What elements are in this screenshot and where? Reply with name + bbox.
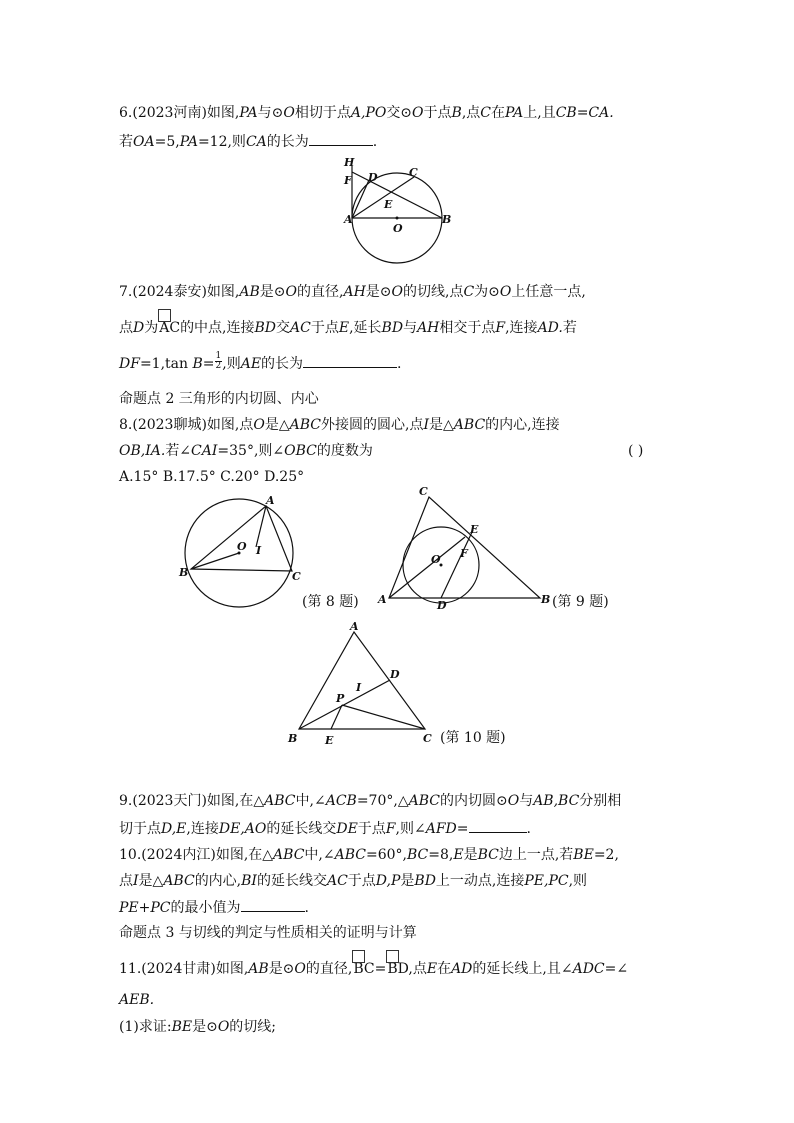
text: =70°,△	[356, 793, 409, 809]
text: =35°,则∠	[217, 443, 285, 459]
text: =	[456, 821, 469, 837]
text: =1,tan	[139, 356, 189, 372]
text: F	[385, 821, 396, 837]
text: 的内心,连接	[485, 417, 560, 433]
text: D,P	[375, 873, 401, 889]
label-d: D	[390, 668, 400, 681]
text: O	[507, 793, 520, 809]
text: O	[294, 961, 306, 977]
text: E	[453, 847, 464, 863]
text: .	[397, 356, 402, 372]
figure-caption: (第 8 题)	[302, 594, 359, 610]
text: 11.(2024甘肃)如图,	[119, 961, 249, 977]
text: BD	[381, 320, 404, 336]
q8-line-1	[119, 415, 560, 435]
figure-q7	[335, 152, 465, 262]
text: B	[451, 105, 462, 121]
text: 外接圆的圆心,点	[321, 417, 424, 433]
label-i: I	[356, 681, 362, 694]
text: 的延长线上,且∠	[472, 961, 573, 977]
label-f: F	[344, 174, 352, 187]
text: 上一动点,连接	[435, 873, 525, 889]
text: AD.	[537, 320, 563, 336]
text: AC	[290, 320, 311, 336]
text: 的长为	[261, 356, 304, 372]
text: AFD	[425, 821, 457, 837]
text: 的内心,	[194, 873, 242, 889]
text: DE	[336, 821, 358, 837]
text: ,点	[461, 105, 481, 121]
text: I	[133, 873, 139, 889]
text: ,连接	[186, 821, 219, 837]
label-h: H	[344, 156, 355, 169]
text: 10.(2024内江)如图,在△	[119, 847, 274, 863]
arc-symbol-icon	[158, 309, 171, 322]
figure-q10	[285, 618, 506, 748]
text: ABC	[264, 793, 296, 809]
label-e: E	[325, 734, 334, 747]
q6-line-1	[119, 103, 614, 123]
text: 在	[437, 961, 452, 977]
text: AD	[451, 961, 473, 977]
text: 的度数为	[316, 443, 373, 459]
q8-line-2	[119, 441, 373, 461]
label-e: E	[470, 523, 479, 536]
text: ,点	[408, 961, 427, 977]
figure-caption: (第 10 题)	[440, 730, 506, 746]
text: ABC	[273, 847, 305, 863]
text: BD	[387, 961, 409, 977]
text: 的切线;	[229, 1019, 277, 1035]
text: AH	[343, 284, 366, 300]
q7-line-3	[119, 350, 402, 374]
label-b: B	[442, 213, 452, 226]
text: O	[283, 105, 295, 121]
text: ,连接	[505, 320, 538, 336]
denominator: 2	[215, 360, 222, 371]
arc-symbol-icon	[352, 950, 365, 963]
text: 8.(2023聊城)如图,点	[119, 417, 254, 433]
text: BC	[406, 847, 429, 863]
text: 中,∠	[295, 793, 326, 809]
label-b: B	[288, 732, 298, 745]
text: 7.(2024泰安)如图,	[119, 284, 240, 300]
label-c: C	[423, 732, 432, 745]
text: AC	[326, 873, 348, 889]
text: BE	[171, 1019, 193, 1035]
text: F	[495, 320, 506, 336]
text: 是	[400, 873, 415, 889]
text: DF	[119, 356, 140, 372]
text: =12,则	[197, 134, 246, 150]
text: O	[285, 284, 297, 300]
text: 是⊙	[259, 284, 286, 300]
label-p: P	[336, 692, 345, 705]
text: 与	[403, 320, 418, 336]
label-o: O	[431, 553, 441, 566]
text: AC	[159, 320, 181, 336]
text: BI	[241, 873, 257, 889]
text: 的延长线交	[266, 821, 337, 837]
text: 的直径,	[297, 284, 344, 300]
label-a: A	[344, 213, 353, 226]
text: 是⊙	[192, 1019, 218, 1035]
text: 是⊙	[365, 284, 392, 300]
text: I	[423, 417, 429, 433]
q6-line-2	[119, 131, 377, 152]
text: PA	[505, 105, 524, 121]
q10-line-1	[119, 845, 619, 865]
text: ADC	[572, 961, 605, 977]
q11-line-2	[119, 990, 154, 1010]
text: AB	[239, 284, 260, 300]
text: 的中点,连接	[180, 320, 255, 336]
text: BE	[573, 847, 594, 863]
text: O	[412, 105, 424, 121]
text: 为⊙	[474, 284, 500, 300]
q9-line-1	[119, 791, 621, 811]
text: 的延长线交	[256, 873, 327, 889]
figure-q8	[170, 492, 359, 612]
text: =60°,	[365, 847, 407, 863]
text: B	[192, 356, 203, 372]
text: =8,	[428, 847, 454, 863]
text: 边上一点,若	[498, 847, 574, 863]
text: AB	[248, 961, 269, 977]
text: 的切线,点	[403, 284, 464, 300]
answer-blank[interactable]	[303, 353, 397, 368]
answer-blank[interactable]	[309, 131, 373, 146]
q7-line-2	[119, 318, 577, 338]
label-e: E	[384, 198, 393, 211]
text: 中,∠	[304, 847, 335, 863]
text: OBC	[284, 443, 317, 459]
text: AEB.	[119, 992, 155, 1008]
text: (1)求证:	[119, 1019, 172, 1035]
text: CA	[245, 134, 267, 150]
fraction	[215, 352, 223, 371]
answer-blank[interactable]	[469, 818, 527, 833]
text: =	[374, 961, 387, 977]
text: AH	[417, 320, 440, 336]
text: 与	[519, 793, 534, 809]
text: PA	[179, 134, 198, 150]
q9-line-2	[119, 818, 531, 839]
label-c: C	[419, 485, 428, 498]
text: CB=CA.	[555, 105, 614, 121]
text: PE,PC	[524, 873, 569, 889]
text: 交	[276, 320, 291, 336]
text: E	[426, 961, 438, 977]
text: O	[217, 1019, 230, 1035]
figure-caption: (第 9 题)	[552, 594, 609, 610]
text: 相交于点	[439, 320, 496, 336]
text: 若∠	[165, 443, 192, 459]
text: =∠	[604, 961, 629, 977]
text: 若	[119, 134, 133, 150]
text: ABC	[408, 793, 440, 809]
text: E	[338, 320, 350, 336]
label-a: A	[266, 494, 275, 507]
text: OB,IA.	[119, 443, 166, 459]
text: ,则	[222, 356, 241, 372]
text: 的最小值为	[170, 900, 241, 916]
answer-paren[interactable]: ( )	[628, 443, 644, 459]
text: O	[499, 284, 512, 300]
text: .	[526, 821, 531, 837]
text: 是⊙	[268, 961, 295, 977]
text: C	[463, 284, 475, 300]
answer-blank[interactable]	[241, 897, 305, 912]
text: BC	[353, 961, 375, 977]
label-a: A	[378, 593, 387, 606]
numerator: 1	[215, 350, 222, 361]
text: 分别相	[579, 793, 622, 809]
label-b: B	[179, 566, 189, 579]
text: 点	[119, 873, 133, 889]
text: CAI	[191, 443, 218, 459]
text: C	[480, 105, 491, 121]
text: 相切于点	[294, 105, 351, 121]
q10-line-2	[119, 871, 587, 891]
text: PA	[239, 105, 258, 121]
arc-symbol-icon	[386, 950, 399, 963]
text: AE	[240, 356, 262, 372]
text: 是△	[429, 417, 454, 433]
text: D	[133, 320, 145, 336]
text: AB,BC	[533, 793, 580, 809]
text: D,E	[161, 821, 187, 837]
text: ABC	[289, 417, 322, 433]
label-i: I	[256, 544, 262, 557]
q11-line-1	[119, 959, 628, 979]
text: 点	[119, 320, 133, 336]
label-d: D	[437, 599, 447, 612]
figure-q9	[372, 485, 609, 613]
text: 交⊙	[386, 105, 413, 121]
label-f: F	[460, 547, 468, 560]
text: 的长为	[266, 134, 309, 150]
text: =5,	[154, 134, 180, 150]
text: 与⊙	[257, 105, 284, 121]
text: ,则∠	[395, 821, 426, 837]
text: 于点	[357, 821, 386, 837]
text: 是△	[138, 873, 164, 889]
text: ACB	[325, 793, 357, 809]
text: =2,	[593, 847, 619, 863]
text: 上任意一点,	[511, 284, 586, 300]
section-title: 命题点 3 与切线的判定与性质相关的证明与计算	[119, 925, 417, 941]
text: 为	[144, 320, 159, 336]
label-o: O	[237, 540, 247, 553]
text: ABC	[334, 847, 366, 863]
text: ABC	[163, 873, 195, 889]
text: ,延长	[349, 320, 382, 336]
text: 6.(2023河南)如图,	[119, 105, 240, 121]
text: OA	[133, 134, 155, 150]
text: 切于点	[119, 821, 161, 837]
text: O	[391, 284, 403, 300]
label-c: C	[409, 166, 418, 179]
section-title: 命题点 2 三角形的内切圆、内心	[119, 391, 319, 407]
text: BD	[414, 873, 436, 889]
text: 的内切圆⊙	[439, 793, 508, 809]
text: 上,且	[523, 105, 556, 121]
label-o: O	[393, 222, 403, 235]
text: 在	[491, 105, 505, 121]
text: 是△	[264, 417, 290, 433]
label-d: D	[368, 171, 378, 184]
text: .	[304, 900, 309, 916]
label-a: A	[350, 620, 359, 633]
q11-line-3	[119, 1017, 276, 1037]
text: BD	[254, 320, 277, 336]
text: 若	[562, 320, 577, 336]
q8-options: A.15° B.17.5° C.20° D.25°	[119, 469, 305, 485]
text: A,PO	[350, 105, 387, 121]
text: BC	[477, 847, 499, 863]
label-b: B	[541, 593, 551, 606]
text: 于点	[347, 873, 376, 889]
q10-line-3	[119, 897, 309, 918]
q7-line-1	[119, 282, 586, 302]
text: 于点	[310, 320, 339, 336]
text: 是	[463, 847, 478, 863]
text: =	[202, 356, 215, 372]
text: O	[253, 417, 265, 433]
text: ABC	[453, 417, 486, 433]
text: 的直径,	[305, 961, 353, 977]
text: .	[372, 134, 378, 150]
text: PE+PC	[119, 900, 171, 916]
label-c: C	[292, 570, 301, 583]
text: 9.(2023天门)如图,在△	[119, 793, 265, 809]
text: 于点	[423, 105, 452, 121]
text: DE,AO	[218, 821, 267, 837]
text: ,则	[568, 873, 588, 889]
